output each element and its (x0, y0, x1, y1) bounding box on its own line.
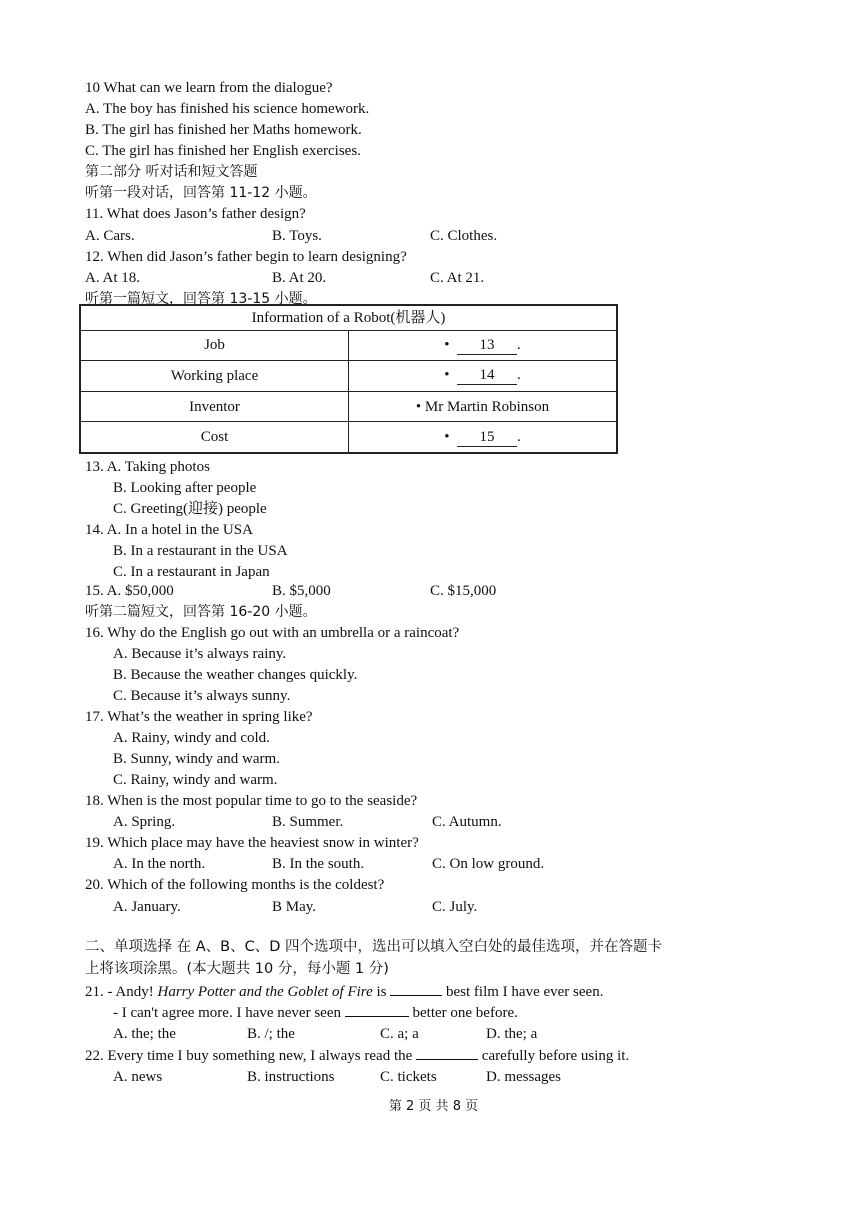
q15-option-b: B. $5,000 (272, 583, 331, 599)
q22-blank (416, 1045, 478, 1060)
q19-option-a: A. In the north. (113, 856, 206, 872)
q13-option-b: B. Looking after people (113, 480, 257, 496)
q20-option-a: A. January. (113, 899, 181, 915)
q22-option-c: C. tickets (380, 1069, 437, 1085)
dialog1-instruction: 听第一段对话，回答第 11-12 小题。 (85, 185, 317, 201)
q15-option-a: 15. A. $50,000 (85, 583, 174, 599)
q18-option-a: A. Spring. (113, 814, 176, 830)
table-value-job: • 13 . (349, 330, 618, 361)
table-label-inventor: Inventor (80, 391, 349, 422)
section2-heading-line1: 二、单项选择 在 A、B、C、D 四个选项中，选出可以填入空白处的最佳选项，并在答题卡 (85, 939, 662, 955)
table-label-cost: Cost (80, 422, 349, 453)
q21-option-a: A. the; the (113, 1026, 176, 1042)
blank-14: 14 (457, 366, 517, 385)
q14-option-b: B. In a restaurant in the USA (113, 543, 288, 559)
table-row (80, 361, 617, 392)
table-row (80, 422, 617, 453)
q12-option-b: B. At 20. (272, 270, 327, 286)
q21-option-c: C. a; a (380, 1026, 419, 1042)
q17-option-b: B. Sunny, windy and warm. (113, 751, 280, 767)
q21-option-d: D. the; a (486, 1026, 538, 1042)
page-number-footer: 第 2 页 共 8 页 (388, 1099, 479, 1114)
table-title: Information of a Robot(机器人) (80, 305, 617, 330)
q11-option-a: A. Cars. (85, 228, 135, 244)
q11-option-c: C. Clothes. (430, 228, 498, 244)
q12-stem: 12. When did Jason’s father begin to learn designing? (85, 249, 407, 265)
q22-option-d: D. messages (486, 1069, 561, 1085)
q18-option-c: C. Autumn. (432, 814, 502, 830)
blank-13: 13 (457, 336, 517, 355)
q18-stem: 18. When is the most popular time to go to the seaside? (85, 793, 418, 809)
table-value-cost: • 15 . (349, 422, 618, 453)
robot-info-table (79, 304, 618, 454)
q21-option-b: B. /; the (247, 1026, 295, 1042)
table-value-inventor: • Mr Martin Robinson (349, 391, 618, 422)
q13-option-c: C. Greeting(迎接) people (113, 501, 267, 517)
q13-option-a: 13. A. Taking photos (85, 459, 210, 475)
q19-stem: 19. Which place may have the heaviest snow in winter? (85, 835, 419, 851)
table-value-working-place: • 14 . (349, 361, 618, 392)
q18-option-b: B. Summer. (272, 814, 344, 830)
q22-option-b: B. instructions (247, 1069, 335, 1085)
q11-stem: 11. What does Jason’s father design? (85, 206, 306, 222)
q22-option-a: A. news (113, 1069, 163, 1085)
table-label-job: Job (80, 330, 349, 361)
q20-option-c: C. July. (432, 899, 478, 915)
passage1-instruction: 听第一篇短文，回答第 13-15 小题。 (85, 291, 317, 307)
q21-line2: - I can't agree more. I have never seen better one before. (113, 1002, 518, 1023)
q20-stem: 20. Which of the following months is the coldest? (85, 877, 385, 893)
q19-option-c: C. On low ground. (432, 856, 545, 872)
q22-stem: 22. Every time I buy something new, I always read the carefully before using it. (85, 1045, 629, 1066)
q21-blank-2 (345, 1002, 409, 1017)
q14-option-c: C. In a restaurant in Japan (113, 564, 270, 580)
table-row (80, 330, 617, 361)
table-row (80, 391, 617, 422)
q19-option-b: B. In the south. (272, 856, 365, 872)
q21-book-title: Harry Potter and the Goblet of Fire (157, 984, 373, 1000)
q17-stem: 17. What’s the weather in spring like? (85, 709, 313, 725)
section2-heading-line2: 上将该项涂黑。(本大题共 10 分，每小题 1 分) (85, 961, 389, 977)
q21-blank-1 (390, 981, 442, 996)
q21-line1: 21. - Andy! Harry Potter and the Goblet of Fire is best film I have ever seen. (85, 981, 603, 1002)
part2-title: 第二部分 听对话和短文答题 (85, 164, 258, 180)
q20-option-b: B May. (272, 899, 317, 915)
q16-stem: 16. Why do the English go out with an umbrella or a raincoat? (85, 625, 460, 641)
q16-option-a: A. Because it’s always rainy. (113, 646, 287, 662)
table-label-working-place: Working place (80, 361, 349, 392)
q10-option-b: B. The girl has finished her Maths homework. (85, 122, 362, 138)
q17-option-c: C. Rainy, windy and warm. (113, 772, 278, 788)
passage2-instruction: 听第二篇短文，回答第 16-20 小题。 (85, 604, 317, 620)
q15-option-c: C. $15,000 (430, 583, 497, 599)
q12-option-c: C. At 21. (430, 270, 485, 286)
q10-stem: 10 What can we learn from the dialogue? (85, 80, 333, 96)
q10-option-a: A. The boy has finished his science homework. (85, 101, 370, 117)
q14-option-a: 14. A. In a hotel in the USA (85, 522, 253, 538)
q16-option-b: B. Because the weather changes quickly. (113, 667, 358, 683)
q10-option-c: C. The girl has finished her English exercises. (85, 143, 361, 159)
q11-option-b: B. Toys. (272, 228, 322, 244)
q17-option-a: A. Rainy, windy and cold. (113, 730, 270, 746)
q16-option-c: C. Because it’s always sunny. (113, 688, 291, 704)
blank-15: 15 (457, 428, 517, 447)
q12-option-a: A. At 18. (85, 270, 141, 286)
